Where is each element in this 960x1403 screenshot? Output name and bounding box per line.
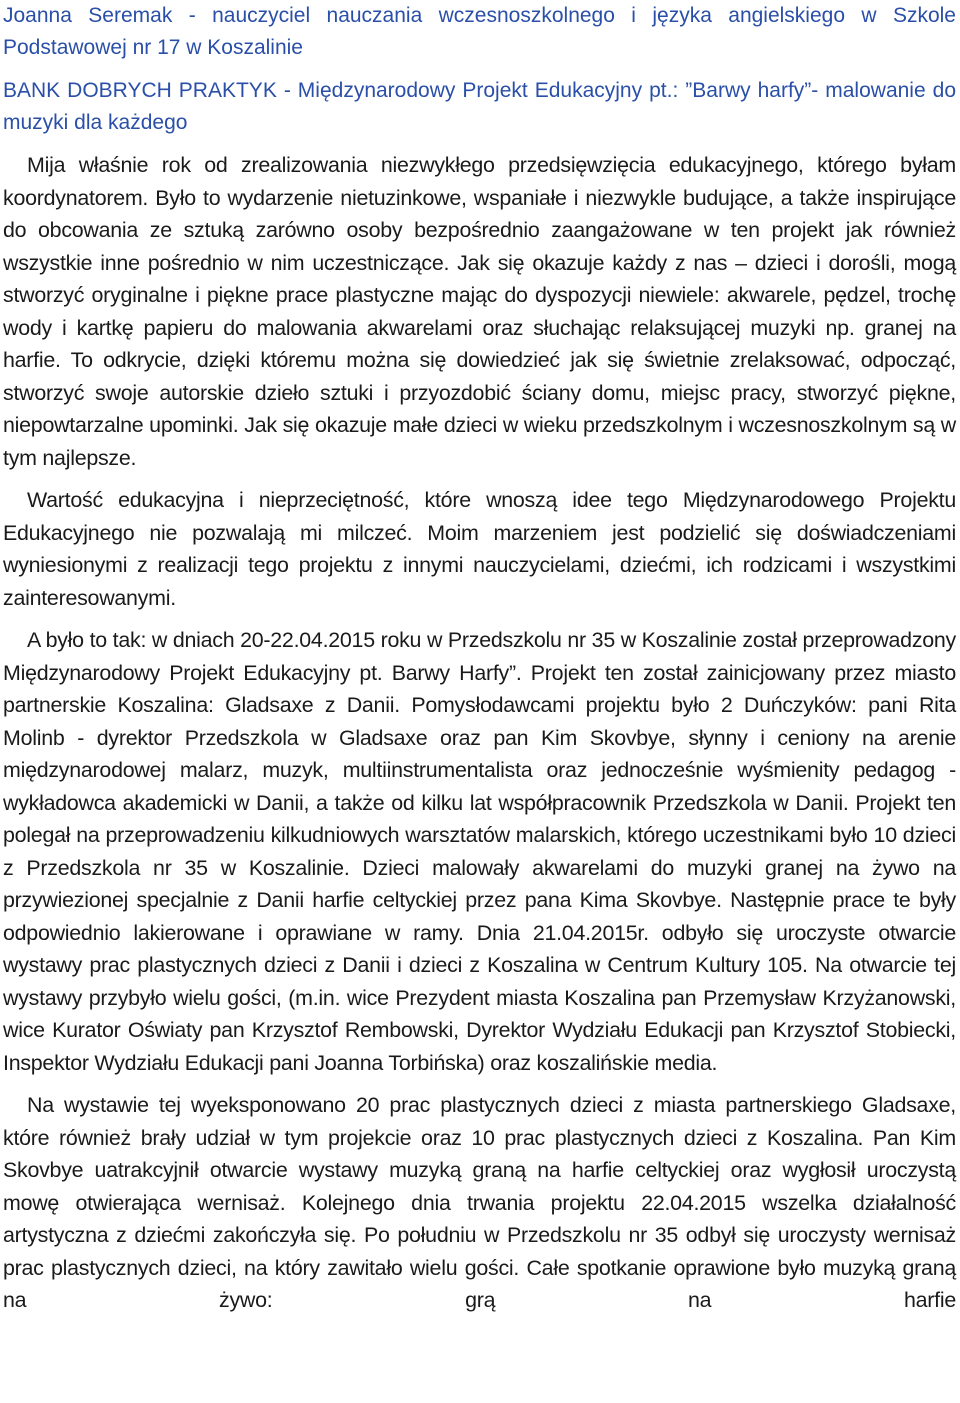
paragraph-text: Wartość edukacyjna i nieprzeciętność, które wnoszą idee tego Międzynarodowego Projektu Edukacyjnego nie pozwalają mi milczeć. Moim marzeniem jest podzielić się doświadczeniami wyniesionymi z realizacji tego projektu z innymi nauczycielami, dziećmi, ich rodzicami i wszystkimi zainteresowanymi. [3, 488, 956, 610]
paragraph-exhibition [3, 1089, 956, 1317]
paragraph-text: Na wystawie tej wyeksponowano 20 prac plastycznych dzieci z miasta partnerskiego Gladsaxe, które również brały udział w tym projekcie oraz 10 prac plastycznych dzieci z Koszalina. Pan Kim Skovbye uatrakcyjnił otwarcie wystawy muzyką graną na harfie celtyckiej oraz wygłosił uroczystą mowę otwierająca wernisaż. Kolejnego dnia trwania projektu 22.04.2015 wszelka działalność artystyczna z dziećmi zakończyła się. Po południu w Przedszkolu nr 35 odbył się uroczysty wernisaż prac plastycznych dzieci, na który zawitało wielu gości. Całe spotkanie oprawione było muzyką graną na żywo: grą na harfie [3, 1093, 956, 1312]
paragraph-text: Mija właśnie rok od zrealizowania niezwykłego przedsięwzięcia edukacyjnego, którego byłam koordynatorem. Było to wydarzenie nietuzinkowe, wspaniałe i niezwykle budujące, a także inspirujące do obcowania ze sztuką zarówno osoby bezpośrednio zaangażowane w ten projekt jak również wszystkie inne pośrednio w nim uczestniczące. Jak się okazuje każdy z nas – dzieci i dorośli, mogą stworzyć oryginalne i piękne prace plastyczne mając do dyspozycji niewiele: akwarele, pędzel, trochę wody i kartkę papieru do malowania akwarelami oraz słuchając relaksującej muzyki np. granej na harfie. To odkrycie, dzięki któremu można się dowiedzieć jak się świetnie zrelaksować, odpocząć, stworzyć swoje autorskie dzieło sztuki i przyozdobić ściany domu, miejsc pracy, stworzyć piękne, niepowtarzalne upominki. Jak się okazuje małe dzieci w wieku przedszkolnym i wczesnoszkolnym są w tym najlepsze. [3, 153, 956, 470]
paragraph-project-description [3, 624, 956, 1079]
project-title-heading: BANK DOBRYCH PRAKTYK - Międzynarodowy Projekt Edukacyjny pt.: ”Barwy harfy”- malowanie do muzyki dla każdego [3, 79, 956, 134]
paragraph-value [3, 484, 956, 614]
document-page [3, 0, 956, 1317]
paragraph-intro [3, 149, 956, 474]
author-heading: Joanna Seremak - nauczyciel nauczania wczesnoszkolnego i języka angielskiego w Szkole Podstawowej nr 17 w Koszalinie [3, 4, 956, 59]
paragraph-text: A było to tak: w dniach 20-22.04.2015 roku w Przedszkolu nr 35 w Koszalinie został przeprowadzony Międzynarodowy Projekt Edukacyjny pt. Barwy Harfy”. Projekt ten został zainicjowany przez miasto partnerskie Koszalina: Gladsaxe z Danii. Pomysłodawcami projektu było 2 Duńczyków: pani Rita Molinb - dyrektor Przedszkola w Gladsaxe oraz pan Kim Skovbye, słynny i ceniony na arenie międzynarodowej malarz, muzyk, multiinstrumentalista oraz jednocześnie wyśmienity pedagog - wykładowca akademicki w Danii, a także od kilku lat współpracownik Przedszkola w Danii. Projekt ten polegał na przeprowadzeniu kilkudniowych warsztatów malarskich, którego uczestnikami było 10 dzieci z Przedszkola nr 35 w Koszalinie. Dzieci malowały akwarelami do muzyki granej na żywo na przywiezionej specjalnie z Danii harfie celtyckiej przez pana Kima Skovbye. Następnie prace te były odpowiednio lakierowane i oprawiane w ramy. Dnia 21.04.2015r. odbyło się uroczyste otwarcie wystawy prac plastycznych dzieci z Danii i dzieci z Koszalina w Centrum Kultury 105. Na otwarcie tej wystawy przybyło wielu gości, (m.in. wice Prezydent miasta Koszalina pan Przemysław Krzyżanowski, wice Kurator Oświaty pan Krzysztof Rembowski, Dyrektor Wydziału Edukacji pan Krzysztof Stobiecki, Inspektor Wydziału Edukacji pani Joanna Torbińska) oraz koszalińskie media. [3, 628, 956, 1075]
